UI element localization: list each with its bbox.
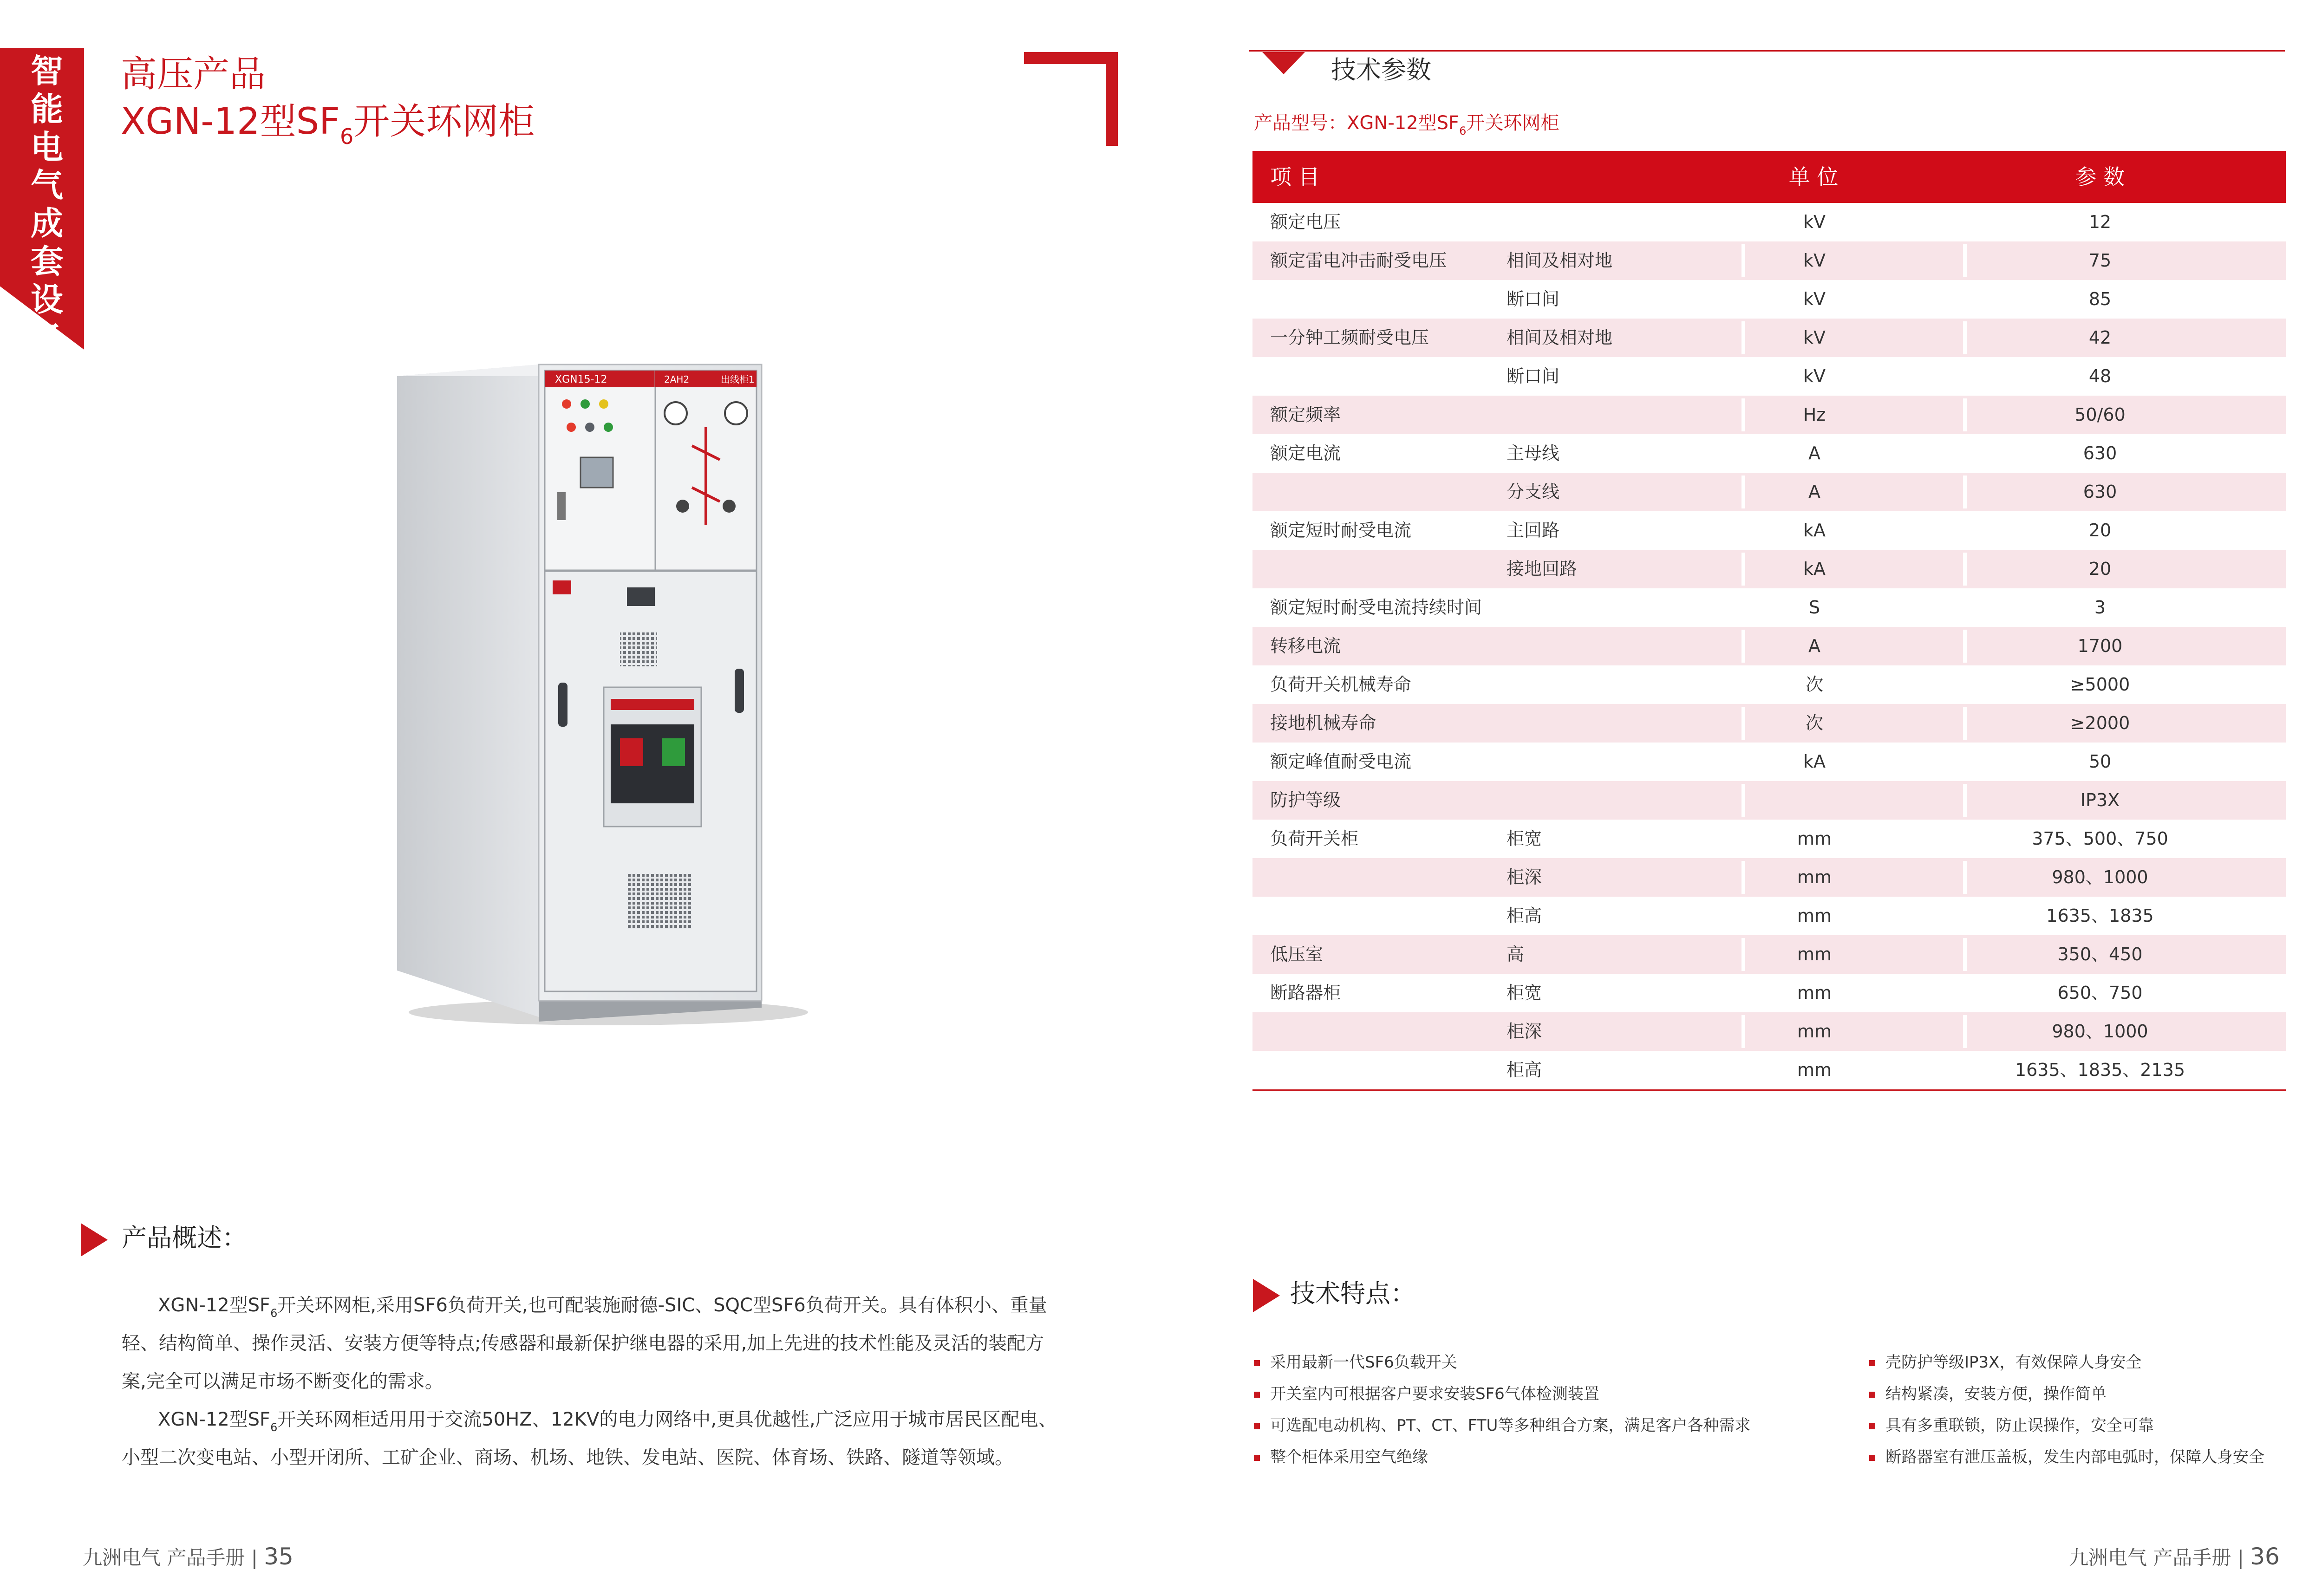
table-row: [1252, 357, 2286, 396]
row-unit: S: [1808, 597, 1820, 618]
table-row: [1252, 588, 2286, 627]
table-row: [1252, 897, 2286, 935]
spec-table: [1252, 151, 2286, 1091]
row-item: 额定峰值耐受电流: [1270, 751, 1412, 772]
row-unit: kA: [1803, 751, 1826, 772]
row-subitem: 高: [1507, 944, 1525, 964]
row-separator: [1742, 1015, 1745, 1048]
table-row: [1252, 241, 2286, 280]
row-value: 75: [2088, 250, 2112, 271]
panel-label-3: 出线柜1: [721, 374, 755, 385]
table-row: [1252, 820, 2286, 858]
feature-item: 壳防护等级IP3X，有效保障人身安全: [1869, 1347, 2264, 1378]
row-value: 980、1000: [2052, 867, 2148, 887]
row-value: 980、1000: [2052, 1021, 2148, 1042]
row-unit: mm: [1797, 1021, 1832, 1042]
row-value: 650、750: [2057, 983, 2143, 1003]
row-separator: [1963, 244, 1967, 277]
feature-item: 开关室内可根据客户要求安装SF6气体检测装置: [1254, 1378, 1750, 1410]
row-subitem: 主母线: [1507, 443, 1560, 463]
row-item: 额定短时耐受电流持续时间: [1270, 597, 1482, 618]
switchgear-cabinet-image: [385, 353, 817, 1026]
row-item: 低压室: [1270, 944, 1324, 964]
table-row: [1252, 511, 2286, 550]
overview-heading: 产品概述：: [122, 1223, 247, 1252]
row-unit: kV: [1803, 250, 1826, 271]
row-unit: A: [1808, 482, 1820, 502]
row-separator: [1742, 784, 1745, 817]
row-unit: kV: [1803, 327, 1826, 348]
table-row: [1252, 280, 2286, 319]
table-row: [1252, 704, 2286, 743]
row-unit: kV: [1803, 289, 1826, 309]
feature-item: 整个柜体采用空气绝缘: [1254, 1441, 1750, 1473]
overview-marker-icon: [81, 1223, 108, 1257]
cabinet-side: [397, 365, 539, 1017]
table-row: [1252, 319, 2286, 357]
row-unit: mm: [1797, 828, 1832, 849]
row-unit: 次: [1805, 713, 1823, 733]
row-unit: kV: [1803, 212, 1826, 232]
row-item: 额定雷电冲击耐受电压: [1270, 250, 1447, 271]
table-row: [1252, 1051, 2286, 1089]
row-subitem: 接地回路: [1507, 559, 1578, 579]
row-subitem: 分支线: [1507, 482, 1560, 502]
row-unit: kV: [1803, 366, 1826, 386]
row-value: 48: [2088, 366, 2112, 386]
row-subitem: 柜高: [1507, 1060, 1542, 1080]
row-value: 375、500、750: [2032, 828, 2168, 849]
table-row: [1252, 473, 2286, 511]
product-title: XGN-12型$SF_6$开关环网柜: [121, 101, 535, 149]
table-row: [1252, 781, 2286, 820]
table-row: [1252, 743, 2286, 781]
row-separator: [1742, 707, 1745, 740]
row-item: 额定短时耐受电流: [1270, 520, 1412, 541]
row-separator: [1742, 244, 1745, 277]
row-unit: mm: [1797, 983, 1832, 1003]
row-separator: [1963, 630, 1967, 663]
row-item: 转移电流: [1270, 636, 1341, 656]
row-unit: mm: [1797, 1060, 1832, 1080]
row-value: 1700: [2077, 636, 2123, 656]
row-value: ≥2000: [2070, 713, 2130, 733]
feature-item: 具有多重联锁，防止误操作，安全可靠: [1869, 1410, 2264, 1441]
header-unit: 单 位: [1788, 164, 1839, 189]
row-separator: [1742, 861, 1745, 894]
row-value: 50: [2088, 751, 2112, 772]
row-separator: [1963, 707, 1967, 740]
overview-p1-line2: 轻、结构简单、操作灵活、安装方便等特点;传感器和最新保护继电器的采用,加上先进的技术性能及灵活的装配方: [122, 1333, 1044, 1354]
row-value: 1635、1835: [2046, 905, 2154, 926]
table-row: [1252, 434, 2286, 473]
row-value: 630: [2083, 443, 2117, 463]
panel-label-2: 2AH2: [664, 374, 690, 385]
row-separator: [1742, 938, 1745, 971]
row-value: 350、450: [2057, 944, 2143, 964]
row-value: 42: [2088, 327, 2112, 348]
row-subitem: 柜深: [1507, 1021, 1542, 1042]
features-left-list: [1254, 1347, 1750, 1473]
row-value: IP3X: [2080, 790, 2120, 810]
table-row: [1252, 665, 2286, 704]
row-unit: A: [1808, 636, 1820, 656]
row-subitem: 主回路: [1507, 520, 1560, 541]
row-unit: kA: [1803, 559, 1826, 579]
tech-params-heading: 技术参数: [1331, 55, 1431, 85]
feature-item: 结构紧凑，安装方便，操作简单: [1869, 1378, 2264, 1410]
tech-top-rule: [1249, 50, 2285, 52]
row-item: 额定电压: [1270, 212, 1341, 232]
row-separator: [1963, 1015, 1967, 1048]
row-value: 20: [2088, 559, 2112, 579]
row-separator: [1963, 476, 1967, 508]
row-subitem: 相间及相对地: [1507, 250, 1613, 271]
row-unit: mm: [1797, 905, 1832, 926]
row-separator: [1963, 553, 1967, 586]
row-item: 一分钟工频耐受电压: [1270, 327, 1429, 348]
row-value: 630: [2083, 482, 2117, 502]
row-separator: [1963, 861, 1967, 894]
overview-p2-line1: XGN-12型$SF_6$开关环网柜适用用于交流50HZ、12KV的电力网络中,更具优越性,广泛应用于城市居民区配电、: [158, 1409, 1057, 1434]
row-item: 负荷开关机械寿命: [1270, 674, 1412, 695]
table-row: [1252, 396, 2286, 434]
row-separator: [1742, 553, 1745, 586]
row-subitem: 断口间: [1507, 289, 1560, 309]
table-row: [1252, 627, 2286, 665]
row-separator: [1742, 476, 1745, 508]
row-value: 3: [2094, 597, 2106, 618]
row-unit: mm: [1797, 944, 1832, 964]
footer-right: 九洲电气 产品手册 | 36: [2069, 1543, 2280, 1570]
row-value: 85: [2088, 289, 2112, 309]
panel-label-1: XGN15-12: [555, 374, 607, 385]
row-unit: Hz: [1803, 404, 1826, 425]
features-right-list: [1869, 1347, 2264, 1473]
row-separator: [1742, 398, 1745, 431]
row-separator: [1963, 321, 1967, 354]
side-tab-label: 智能电气成套设备: [31, 52, 63, 357]
row-subitem: 柜宽: [1507, 828, 1542, 849]
product-model: 产品型号：XGN-12型$SF_6$开关环网柜: [1254, 112, 1559, 137]
row-value: 1635、1835、2135: [2015, 1060, 2185, 1080]
features-marker-icon: [1253, 1279, 1280, 1312]
row-separator: [1742, 321, 1745, 354]
row-item: 防护等级: [1270, 790, 1341, 810]
header-item: 项 目: [1270, 164, 1320, 189]
table-row: [1252, 203, 2286, 241]
row-subitem: 相间及相对地: [1507, 327, 1613, 348]
feature-item: 可选配电动机构、PT、CT、FTU等多种组合方案，满足客户各种需求: [1254, 1410, 1750, 1441]
row-value: 50/60: [2074, 404, 2126, 425]
row-value: ≥5000: [2070, 674, 2130, 695]
row-subitem: 柜宽: [1507, 983, 1542, 1003]
overview-p1-line3: 案,完全可以满足市场不断变化的需求。: [122, 1371, 444, 1392]
table-row: [1252, 974, 2286, 1012]
tech-marker-icon: [1262, 52, 1305, 74]
row-unit: 次: [1805, 674, 1823, 695]
corner-decoration: [1024, 52, 1118, 146]
row-item: 额定频率: [1270, 404, 1341, 425]
row-value: 12: [2088, 212, 2112, 232]
table-body: [1252, 203, 2286, 1089]
table-row: [1252, 1012, 2286, 1051]
feature-item: 采用最新一代SF6负载开关: [1254, 1347, 1750, 1378]
row-unit: A: [1808, 443, 1820, 463]
overview-p1-line1: XGN-12型$SF_6$开关环网柜,采用SF6负荷开关,也可配装施耐德-SIC、SQC型SF6负荷开关。具有体积小、重量: [158, 1295, 1047, 1320]
table-bottom-rule: [1252, 1089, 2286, 1091]
row-separator: [1742, 630, 1745, 663]
footer-left: 九洲电气 产品手册 | 35: [83, 1543, 294, 1570]
table-header: [1252, 151, 2286, 203]
row-subitem: 断口间: [1507, 366, 1560, 386]
row-subitem: 柜高: [1507, 905, 1542, 926]
row-separator: [1963, 784, 1967, 817]
overview-p2-line2: 小型二次变电站、小型开闭所、工矿企业、商场、机场、地铁、发电站、医院、体育场、铁路、隧道等领域。: [122, 1447, 1013, 1468]
row-subitem: 柜深: [1507, 867, 1542, 887]
row-unit: kA: [1803, 520, 1826, 541]
header-value: 参 数: [2075, 164, 2125, 189]
table-row: [1252, 550, 2286, 588]
row-item: 额定电流: [1270, 443, 1341, 463]
table-row: [1252, 858, 2286, 897]
row-separator: [1963, 938, 1967, 971]
table-row: [1252, 935, 2286, 974]
feature-item: 断路器室有泄压盖板，发生内部电弧时，保障人身安全: [1869, 1441, 2264, 1473]
page-title: 高压产品: [121, 53, 266, 95]
row-item: 断路器柜: [1270, 983, 1341, 1003]
row-unit: mm: [1797, 867, 1832, 887]
row-value: 20: [2088, 520, 2112, 541]
row-separator: [1963, 398, 1967, 431]
row-item: 接地机械寿命: [1270, 713, 1376, 733]
features-heading: 技术特点：: [1290, 1279, 1415, 1308]
row-item: 负荷开关柜: [1270, 828, 1359, 849]
